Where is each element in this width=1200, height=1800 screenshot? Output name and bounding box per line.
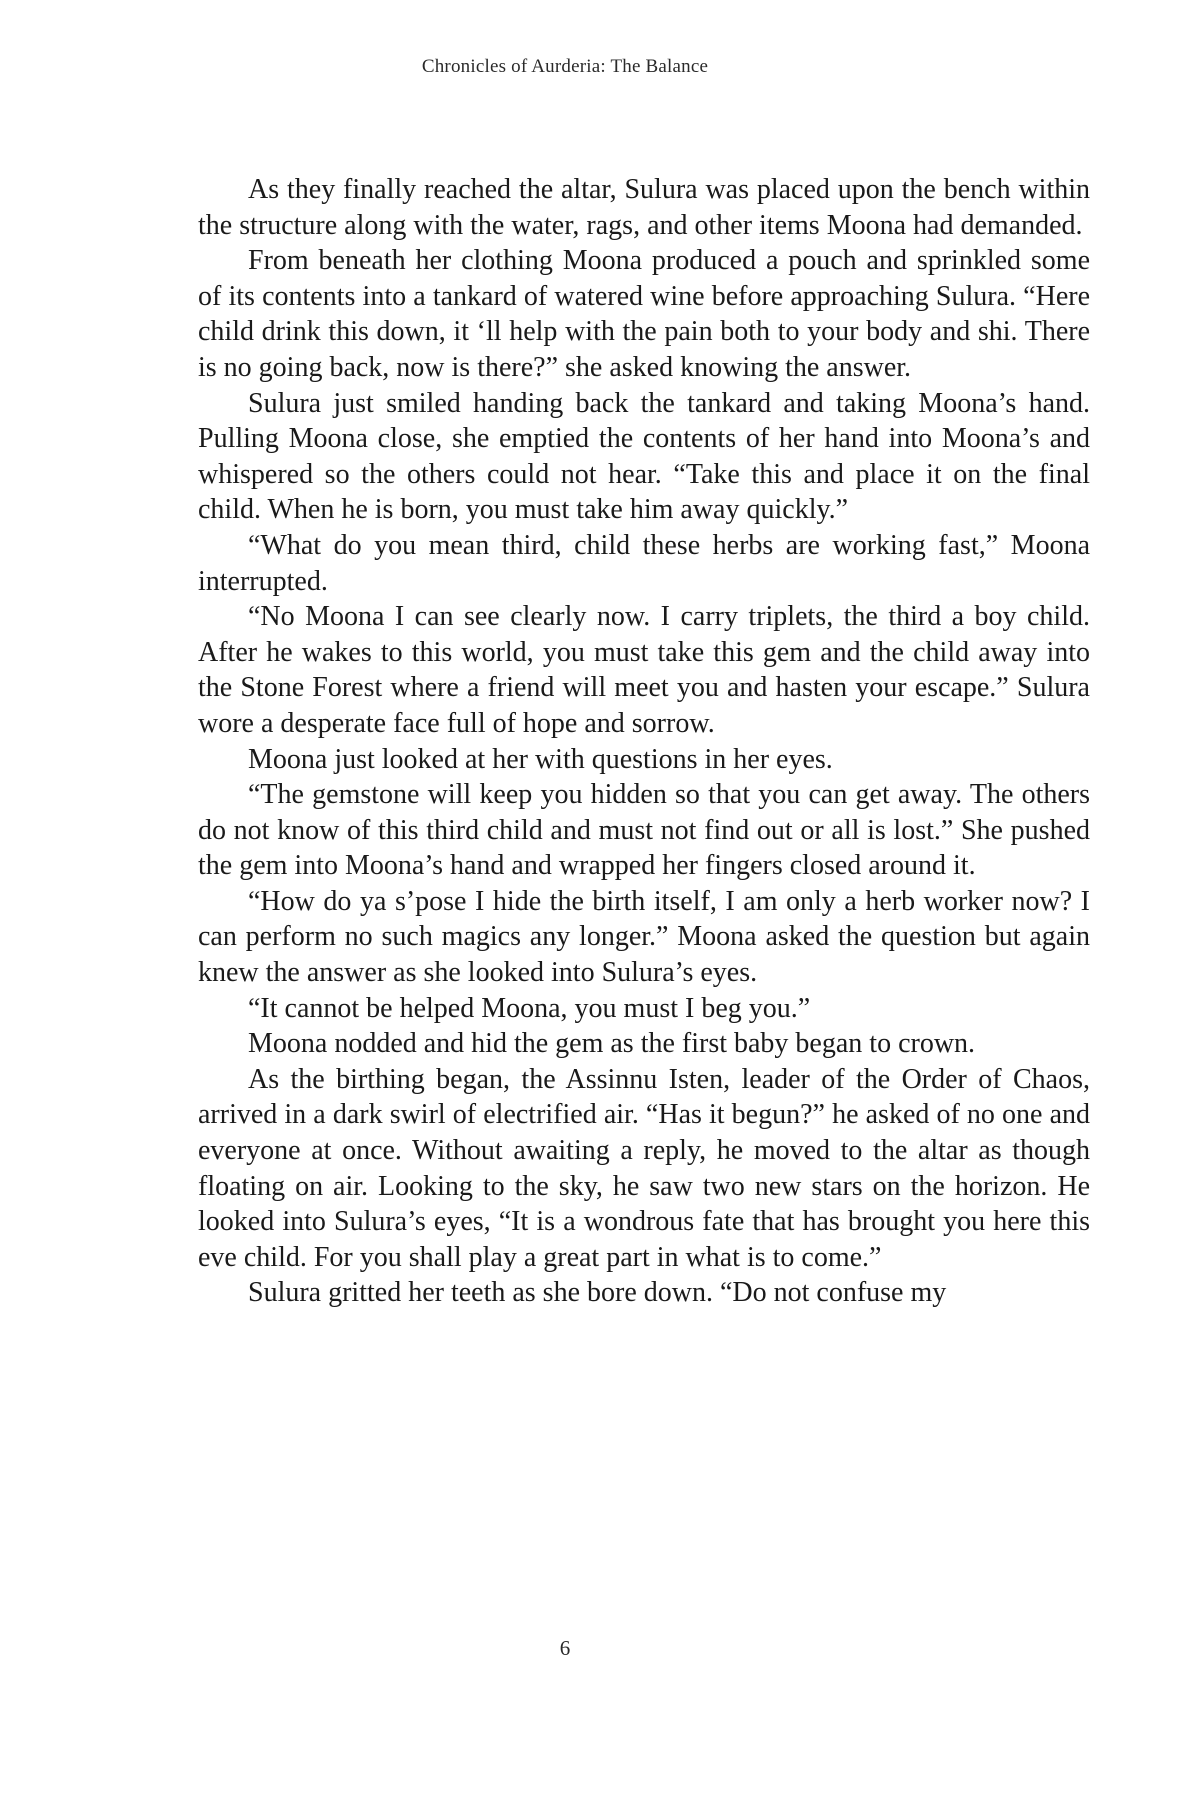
paragraph: Sulura gritted her teeth as she bore down. “Do not confuse my	[248, 1277, 947, 1309]
running-header: Chronicles of Aurderia: The Balance	[421, 56, 709, 77]
paragraph: Moona nodded and hid the gem as the first baby began to crown.	[248, 1028, 976, 1060]
paragraph: As the birthing began, the Assinnu Isten, leader of the Order of Chaos, arrived in a dark swirl of electrified air. “Has it begun?” he asked of no one and everyone at once. Without awaiting a reply, he moved to the altar as though floating on air. Looking to the sky, he saw two new stars on the horizon. He looked into Sulura’s eyes, “It is a wondrous fate that has brought you here this eve child. For you shall play a great part in what is to come.”	[198, 1063, 1090, 1273]
paragraph: Sulura just smiled handing back the tankard and taking Moona’s hand. Pulling Moona close, she emptied the contents of her hand into Moona’s and whispered so the others could not hear. “Take this and place it on the final child. When he is born, you must take him away quickly.”	[198, 387, 1090, 526]
paragraph: “How do ya s’pose I hide the birth itself, I am only a herb worker now? I can perform no such magics any longer.” Moona asked the question but again knew the answer as she looked into Sulura’s eyes.	[198, 885, 1090, 989]
paragraph: “No Moona I can see clearly now. I carry triplets, the third a boy child. After he wakes to this world, you must take this gem and the child away into the Stone Forest where a friend will meet you and hasten your escape.” Sulura wore a desperate face full of hope and sorrow.	[198, 601, 1090, 739]
page-number: 6	[559, 1636, 571, 1660]
paragraph: From beneath her clothing Moona produced a pouch and sprinkled some of its contents into a tankard of watered wine before approaching Sulura. “Here child drink this down, it ‘ll help with the pain both to your body and shi. There is no going back, now is there?” she asked knowing the answer.	[198, 245, 1090, 383]
paragraph: Moona just looked at her with questions in her eyes.	[248, 743, 833, 775]
paragraph: “The gemstone will keep you hidden so that you can get away. The others do not know of this third child and must not find out or all is lost.” She pushed the gem into Moona’s hand and wrapped her fingers closed around it.	[198, 779, 1090, 882]
body-text	[198, 172, 1090, 1311]
paragraph: “What do you mean third, child these herbs are working fast,” Moona interrupted.	[198, 529, 1090, 597]
paragraph: As they finally reached the altar, Sulura was placed upon the bench within the structure along with the water, rags, and other items Moona had demanded.	[198, 174, 1090, 241]
paragraph: “It cannot be helped Moona, you must I beg you.”	[248, 992, 811, 1024]
